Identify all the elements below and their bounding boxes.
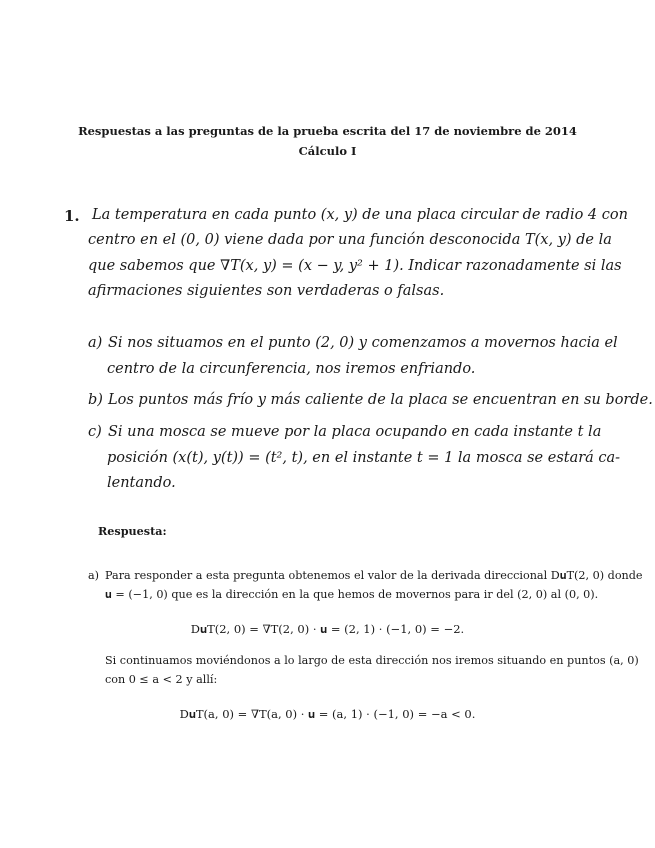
problem-number: 1.	[64, 207, 80, 225]
statement-line: afirmaciones siguientes son verdaderas o falsas.	[88, 283, 445, 299]
answer-a-text: Para responder a esta pregunta obtenemos el valor de la derivada direccional D𝐮T(2, 0) donde	[105, 569, 643, 582]
answer-a-text: Si continuamos moviéndonos a lo largo de esta dirección nos iremos situando en puntos (a, 0)	[105, 654, 639, 667]
page-subtitle: Cálculo I	[298, 144, 357, 158]
item-c-line: posición (x(t), y(t)) = (t², t), en el instante t = 1 la mosca se estará ca-	[107, 450, 621, 466]
item-c-line: lentando.	[107, 475, 176, 491]
statement-line: La temperatura en cada punto (x, y) de una placa circular de radio 4 con	[92, 207, 628, 223]
answer-a-text: 𝐮 = (−1, 0) que es la dirección en la que hemos de movernos para ir del (2, 0) al (0, 0).	[105, 588, 599, 601]
item-c-label: c)	[88, 424, 102, 440]
item-b-label: b)	[88, 392, 103, 408]
answer-heading: Respuesta:	[98, 524, 167, 538]
statement-line: que sabemos que ∇T(x, y) = (x − y, y² + 1). Indicar razonadamente si las	[88, 258, 622, 274]
answer-a-label: a)	[88, 569, 100, 582]
equation-2: D𝐮T(a, 0) = ∇T(a, 0) · 𝐮 = (a, 1) · (−1, 0) = −a < 0.	[179, 707, 476, 721]
item-a-line: Si nos situamos en el punto (2, 0) y comenzamos a movernos hacia el	[108, 335, 618, 351]
item-b-line: Los puntos más frío y más caliente de la placa se encuentran en su borde.	[108, 392, 653, 408]
page-title: Respuestas a las preguntas de la prueba escrita del 17 de noviembre de 2014	[78, 124, 577, 138]
item-c-line: Si una mosca se mueve por la placa ocupando en cada instante t la	[108, 424, 602, 440]
answer-a-text: con 0 ≤ a < 2 y allí:	[105, 673, 218, 686]
item-a-label: a)	[88, 335, 103, 351]
equation-1: D𝐮T(2, 0) = ∇T(2, 0) · 𝐮 = (2, 1) · (−1, 0) = −2.	[190, 622, 465, 636]
item-a-line: centro de la circunferencia, nos iremos enfriando.	[107, 361, 476, 377]
statement-line: centro en el (0, 0) viene dada por una función desconocida T(x, y) de la	[88, 232, 612, 248]
